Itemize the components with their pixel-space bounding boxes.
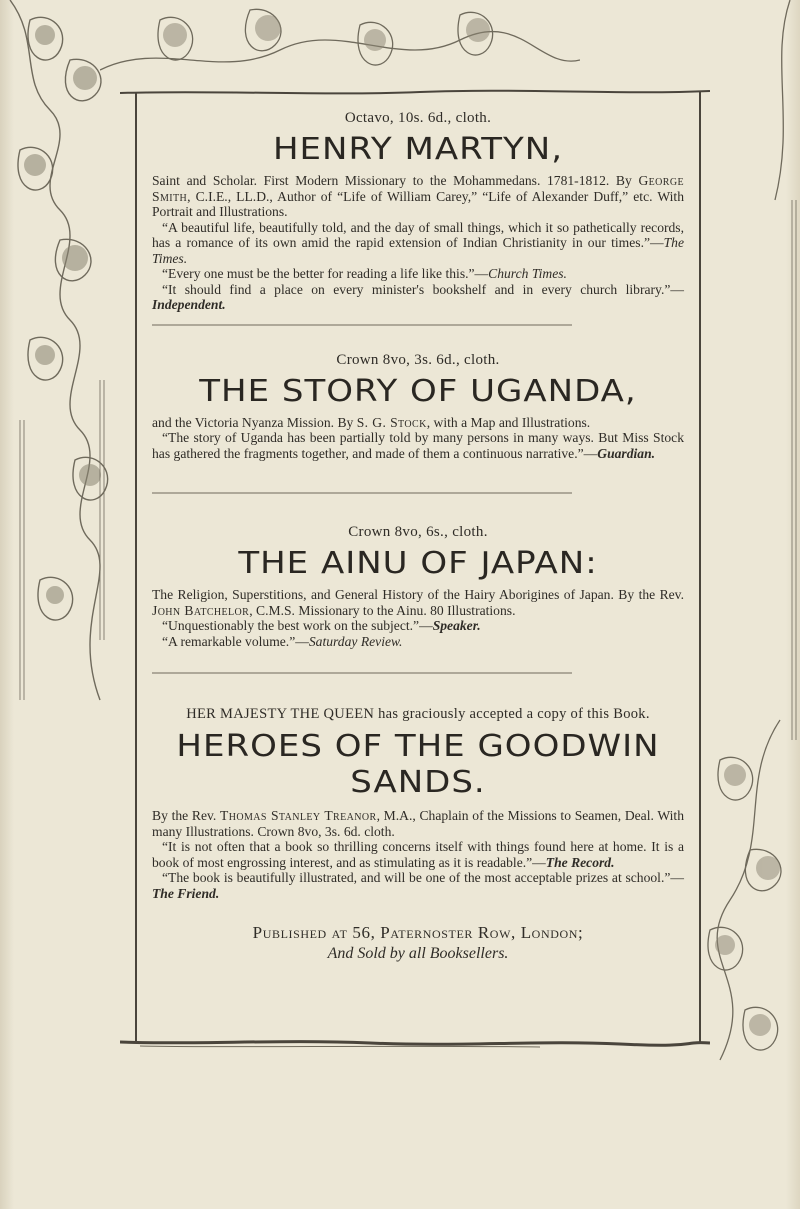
royal-notice: HER MAJESTY THE QUEEN has graciously accepted a copy of this Book. xyxy=(186,706,650,722)
desc-after: , C.M.S. Missionary to the Ainu. 80 Illustrations. xyxy=(249,602,516,618)
review-text: “A remarkable volume.”— xyxy=(162,633,309,649)
desc-after: , M.A., Chaplain of the Missions to Seamen, Deal. With many Illustrations. Crown 8vo, 3s. 6d. cloth. xyxy=(152,808,684,839)
publisher-address: Published at 56, Paternoster Row, London; xyxy=(252,923,584,942)
desc-rest: By the Rev. xyxy=(618,587,684,602)
author-name: John Batchelor xyxy=(152,602,250,618)
sold-by-line: And Sold by all Booksellers. xyxy=(327,945,509,962)
review-source: Saturday Review. xyxy=(308,633,403,649)
desc-after: , C.I.E., LL.D., Author of “Life of William Carey,” “Life of Alexander Duff,” etc. With Portrait and Illustrations. xyxy=(152,188,684,219)
book-title: THE AINU OF JAPAN: xyxy=(238,545,598,581)
book-description xyxy=(152,415,684,431)
advertisement-content xyxy=(152,110,684,963)
review-quote xyxy=(152,430,684,461)
review-text: “Every one must be the better for reading a life like this.”— xyxy=(162,266,489,281)
decorative-rule-icon xyxy=(152,323,572,327)
desc-lead: and the Victoria Nyanza Mission. xyxy=(152,414,335,430)
review-quote xyxy=(152,220,684,267)
floral-border-ornament-icon xyxy=(0,0,150,720)
book-title: HEROES OF THE GOODWIN SANDS. xyxy=(176,728,660,800)
desc-rest: First Modern Missionary to the Mohammedans. 1781-1812. By xyxy=(263,173,632,188)
book-story-of-uganda xyxy=(152,352,684,501)
review-quote xyxy=(152,634,684,650)
decorative-rule-icon xyxy=(152,671,572,675)
book-heroes-of-goodwin-sands xyxy=(152,706,684,901)
review-text: “It should find a place on every minister's bookshelf and in every church library.”— xyxy=(162,281,684,297)
review-source: Church Times. xyxy=(488,266,567,281)
desc-rest: By xyxy=(337,414,354,430)
review-quote xyxy=(152,618,684,634)
review-source: The Times. xyxy=(152,235,684,266)
desc-lead: The Religion, Superstitions, and General History of the Hairy Aborigines of Japan. xyxy=(152,587,614,602)
price-line: Crown 8vo, 3s. 6d., cloth. xyxy=(336,351,500,368)
review-text: “A beautiful life, beautifully told, and the day of small things, which it so pathetically records, has a romance of its own amid the rapid extension of Indian Christianity in our times.”— xyxy=(152,219,684,250)
review-quote xyxy=(152,282,684,313)
desc-lead: By the Rev. xyxy=(152,808,217,823)
review-text: “The story of Uganda has been partially told by many persons in many ways. But Miss Stock has gathered the fragments together, and made of them a continuous narrative.”— xyxy=(152,430,684,461)
review-text: “Unquestionably the best work on the subject.”— xyxy=(162,618,433,633)
book-title: HENRY MARTYN, xyxy=(272,131,564,167)
review-source: Independent. xyxy=(152,297,226,312)
floral-border-ornament-icon xyxy=(100,0,580,95)
price-line: Octavo, 10s. 6d., cloth. xyxy=(344,110,492,126)
publisher-footer xyxy=(152,923,684,963)
book-title: THE STORY OF UGANDA, xyxy=(199,372,637,409)
book-ainu-of-japan xyxy=(152,524,684,680)
price-line: Crown 8vo, 6s., cloth. xyxy=(348,524,488,540)
review-source: Speaker. xyxy=(432,618,481,633)
review-text: “It is not often that a book so thrilling concerns itself with things found here at home. It is a book of most engrossing interest, and as stimulating as it is readable.”— xyxy=(152,839,684,870)
book-description xyxy=(152,587,684,618)
book-description xyxy=(152,173,684,220)
review-quote xyxy=(152,266,684,282)
author-name: Thomas Stanley Treanor xyxy=(220,808,377,823)
author-name: George Smith xyxy=(152,173,684,204)
desc-after: , with a Map and Illustrations. xyxy=(426,414,591,430)
review-source: Guardian. xyxy=(597,445,656,461)
review-source: The Friend. xyxy=(152,885,220,901)
decorative-rule-icon xyxy=(152,491,572,495)
desc-lead: Saint and Scholar. xyxy=(152,173,258,188)
book-description xyxy=(152,808,684,839)
review-quote xyxy=(152,870,684,901)
review-text: “The book is beautifully illustrated, and will be one of the most acceptable prizes at school.”— xyxy=(162,870,684,885)
author-name: S. G. Stock xyxy=(356,414,427,430)
review-source: The Record. xyxy=(545,854,615,870)
book-henry-martyn xyxy=(152,110,684,332)
decorative-rule-icon xyxy=(120,1036,710,1050)
review-quote xyxy=(152,839,684,870)
